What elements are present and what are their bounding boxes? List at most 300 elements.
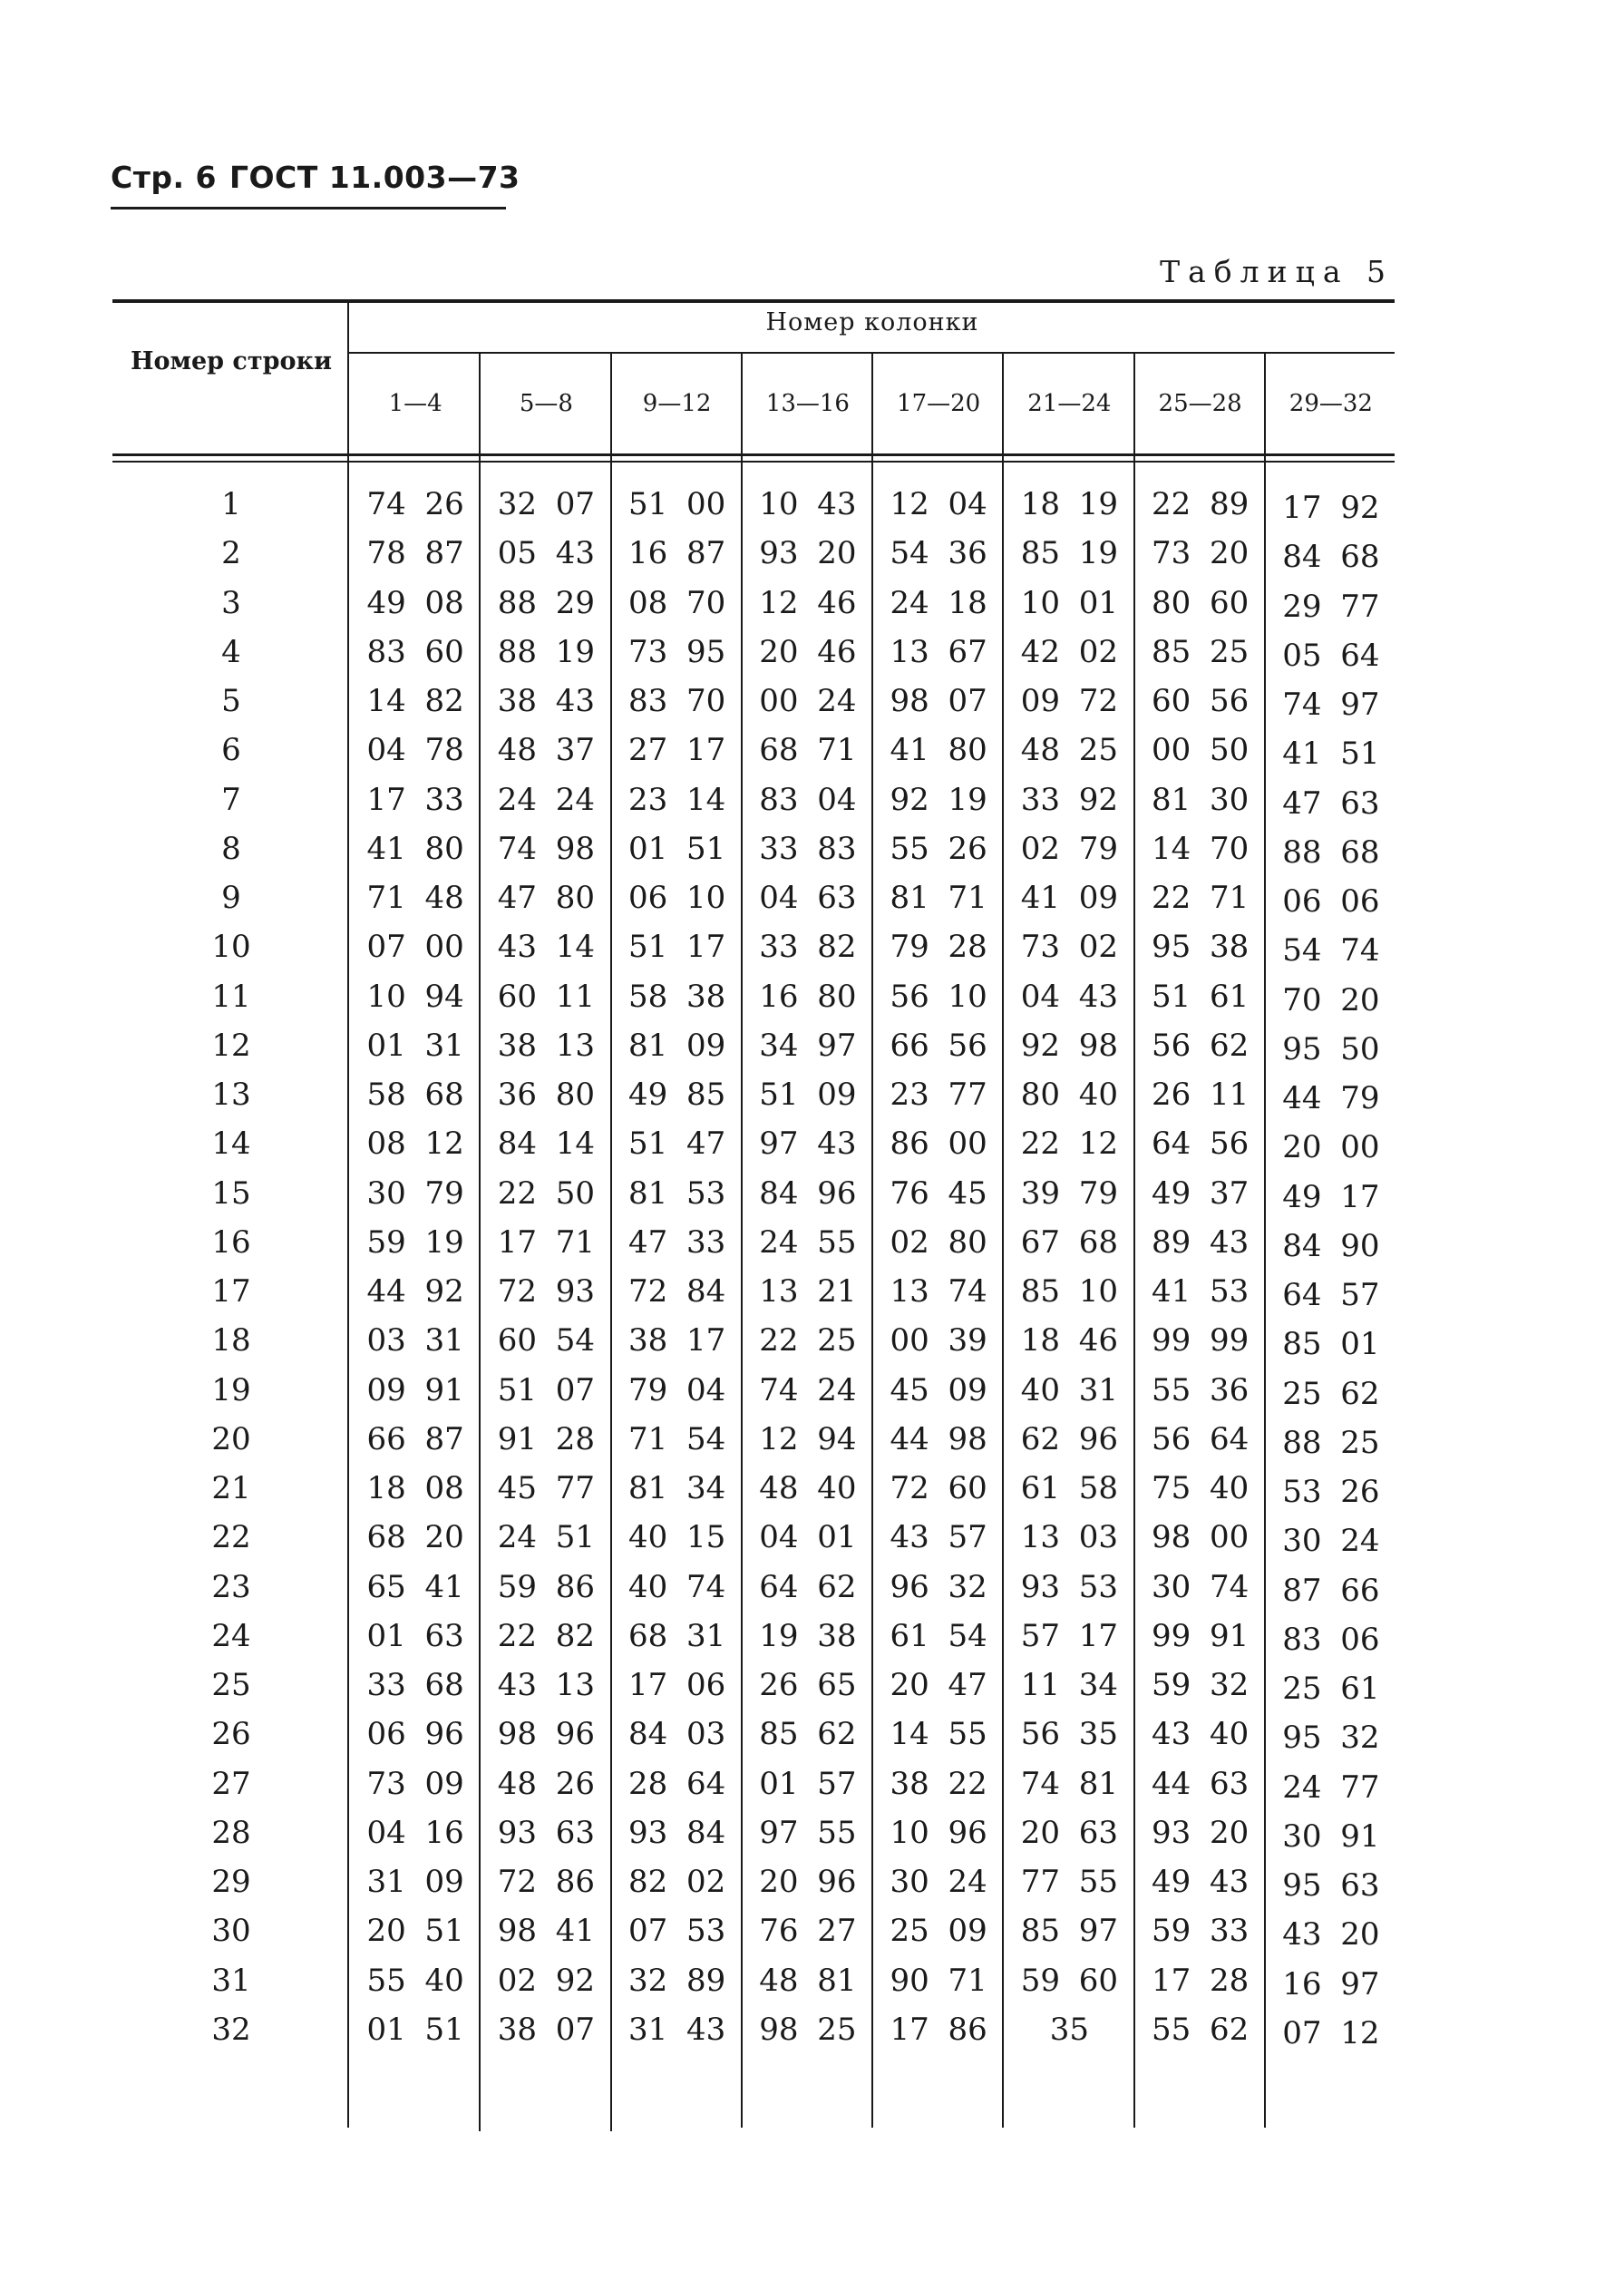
column-header: 9—12 [642, 390, 712, 417]
table-cell: 56 35 [1020, 1716, 1119, 1753]
table-cell: 02 80 [890, 1223, 987, 1261]
table-cell: 76 27 [759, 1913, 857, 1950]
table-cell: 55 62 [1151, 2011, 1250, 2048]
table-cell: 33 68 [366, 1667, 464, 1703]
row-number-header: Номер строки [130, 347, 332, 375]
table-cell: 97 55 [759, 1814, 857, 1851]
table-cell: 59 32 [1151, 1667, 1250, 1703]
table-cell: 24 55 [759, 1223, 857, 1261]
table-cell: 41 51 [1282, 736, 1380, 773]
table-cell: 10 96 [890, 1814, 987, 1851]
table-cell: 06 10 [627, 880, 726, 916]
row-number: 6 [221, 732, 241, 769]
table-cell: 98 96 [497, 1716, 596, 1753]
table-cell: 40 74 [627, 1568, 726, 1605]
table-cell: 03 31 [366, 1322, 464, 1359]
row-number: 30 [211, 1913, 251, 1950]
table-cell: 93 53 [1020, 1568, 1119, 1605]
table-cell: 22 89 [1151, 486, 1250, 522]
table-cell: 82 02 [627, 1864, 726, 1900]
table-cell: 48 26 [497, 1765, 596, 1802]
table-cell: 51 00 [627, 486, 726, 522]
row-number: 24 [211, 1617, 251, 1654]
table-cell: 14 70 [1151, 830, 1250, 867]
table-cell: 78 87 [366, 535, 464, 572]
table-cell: 43 13 [497, 1667, 596, 1703]
table-cell: 17 28 [1151, 1962, 1250, 1999]
row-number: 1 [221, 486, 241, 522]
table-cell: 01 63 [366, 1617, 464, 1654]
row-number: 20 [211, 1420, 251, 1457]
table-cell: 66 87 [366, 1420, 464, 1457]
table-cell: 26 11 [1151, 1077, 1250, 1113]
table-cell: 04 01 [759, 1519, 857, 1556]
table-cell: 49 08 [366, 584, 464, 621]
table-cell: 59 19 [366, 1223, 464, 1261]
table-cell: 33 83 [759, 830, 857, 867]
table-cell: 87 66 [1282, 1572, 1380, 1609]
table-cell: 24 24 [497, 781, 596, 818]
table-cell: 74 97 [1282, 687, 1380, 723]
table-cell: 01 51 [627, 830, 726, 867]
table-cell: 13 03 [1020, 1519, 1119, 1556]
table-cell: 84 68 [1282, 539, 1380, 576]
table-cell: 00 24 [759, 683, 857, 719]
table-cell: 81 34 [627, 1470, 726, 1506]
table-cell: 09 91 [366, 1371, 464, 1408]
table-cell: 60 11 [497, 978, 596, 1015]
table-cell: 57 17 [1020, 1617, 1119, 1654]
table-cell: 43 40 [1151, 1716, 1250, 1753]
table-cell: 16 80 [759, 978, 857, 1015]
table-cell: 96 32 [890, 1568, 987, 1605]
table-cell: 51 07 [497, 1371, 596, 1408]
table-cell: 48 25 [1020, 732, 1119, 769]
table-cell: 83 60 [366, 633, 464, 670]
table-cell: 33 92 [1020, 781, 1119, 818]
row-number: 10 [211, 929, 251, 966]
row-number: 26 [211, 1716, 251, 1753]
table-cell: 55 40 [366, 1962, 464, 1999]
table-cell: 31 43 [627, 2011, 726, 2048]
table-cell: 56 62 [1151, 1027, 1250, 1064]
table-cell: 98 07 [890, 683, 987, 719]
table-cell: 97 43 [759, 1125, 857, 1163]
table-cell: 51 09 [759, 1077, 857, 1113]
row-number: 4 [221, 633, 241, 670]
table-cell: 14 55 [890, 1716, 987, 1753]
table-cell: 99 91 [1151, 1617, 1250, 1654]
row-number: 17 [211, 1273, 251, 1310]
table-cell: 56 10 [890, 978, 987, 1015]
row-number: 5 [221, 683, 241, 719]
table-cell: 47 80 [497, 880, 596, 916]
table-cell: 83 04 [759, 781, 857, 818]
table-cell: 47 33 [627, 1223, 726, 1261]
table-cell: 95 63 [1282, 1867, 1380, 1904]
table-cell: 22 71 [1151, 880, 1250, 916]
table-cell: 17 71 [497, 1223, 596, 1261]
table-cell: 30 74 [1151, 1568, 1250, 1605]
table-cell: 38 07 [497, 2011, 596, 2048]
table-cell: 16 97 [1282, 1965, 1380, 2002]
table-cell: 22 82 [497, 1617, 596, 1654]
table-cell: 62 96 [1020, 1420, 1119, 1457]
table-cell: 47 63 [1282, 784, 1380, 822]
table-cell: 70 20 [1282, 981, 1380, 1018]
table-cell: 26 65 [759, 1667, 857, 1703]
table-cell: 33 82 [759, 929, 857, 966]
table-cell: 88 19 [497, 633, 596, 670]
table-cell: 23 14 [627, 781, 726, 818]
table-cell: 12 94 [759, 1420, 857, 1457]
row-number: 12 [211, 1027, 251, 1064]
table-cell: 83 70 [627, 683, 726, 719]
table-cell: 22 25 [759, 1322, 857, 1359]
row-number: 2 [221, 535, 241, 572]
table-cell: 20 46 [759, 633, 857, 670]
table-cell: 85 25 [1151, 633, 1250, 670]
table-cell: 68 71 [759, 732, 857, 769]
table-cell: 38 22 [890, 1765, 987, 1802]
table-cell: 01 51 [366, 2011, 464, 2048]
row-number: 28 [211, 1814, 251, 1851]
table-cell: 20 47 [890, 1667, 987, 1703]
column-header: 13—16 [765, 390, 850, 417]
table-cell: 41 80 [890, 732, 987, 769]
table-cell: 73 02 [1020, 929, 1119, 966]
table-cell: 10 43 [759, 486, 857, 522]
table-cell: 95 32 [1282, 1720, 1380, 1757]
row-number: 7 [221, 781, 241, 818]
table-cell: 56 64 [1151, 1420, 1250, 1457]
table-cell: 49 37 [1151, 1174, 1250, 1212]
table-cell: 25 61 [1282, 1671, 1380, 1707]
table-cell: 54 36 [890, 535, 987, 572]
table-cell: 02 92 [497, 1962, 596, 1999]
table-cell: 55 26 [890, 830, 987, 867]
row-number: 27 [211, 1765, 251, 1802]
table-cell: 32 07 [497, 486, 596, 522]
table-cell: 06 96 [366, 1716, 464, 1753]
table-cell: 10 94 [366, 978, 464, 1015]
table-cell: 98 25 [759, 2011, 857, 2048]
table-cell: 53 26 [1282, 1474, 1380, 1510]
table-cell: 55 36 [1151, 1371, 1250, 1408]
table-cell: 36 80 [497, 1077, 596, 1113]
table-cell: 60 54 [497, 1322, 596, 1359]
column-header: 1—4 [388, 390, 442, 417]
table-cell: 71 48 [366, 880, 464, 916]
table-cell: 54 74 [1282, 932, 1380, 969]
table-cell: 01 31 [366, 1027, 464, 1064]
column-header: 5—8 [519, 390, 573, 417]
table-cell: 84 96 [759, 1174, 857, 1212]
table-cell: 11 34 [1020, 1667, 1119, 1703]
table-cell: 84 03 [627, 1716, 726, 1753]
table-cell: 58 68 [366, 1077, 464, 1113]
row-number: 9 [221, 880, 241, 916]
table-cell: 91 28 [497, 1420, 596, 1457]
table-cell: 40 15 [627, 1519, 726, 1556]
table-cell: 49 43 [1151, 1864, 1250, 1900]
row-number: 14 [211, 1125, 251, 1163]
row-number: 18 [211, 1322, 251, 1359]
table-cell: 20 00 [1282, 1129, 1380, 1166]
table-cell: 05 64 [1282, 637, 1380, 674]
table-cell: 09 72 [1020, 683, 1119, 719]
table-cell: 86 00 [890, 1125, 987, 1163]
table-cell: 93 20 [759, 535, 857, 572]
table-cell: 17 06 [627, 1667, 726, 1703]
table-cell: 85 10 [1020, 1273, 1119, 1310]
row-number: 32 [211, 2011, 251, 2048]
table-cell: 44 79 [1282, 1080, 1380, 1116]
table-cell: 43 14 [497, 929, 596, 966]
table-cell: 80 60 [1151, 584, 1250, 621]
table-cell: 67 68 [1020, 1223, 1119, 1261]
table-cell: 13 67 [890, 633, 987, 670]
row-number: 3 [221, 584, 241, 621]
table-cell: 92 98 [1020, 1027, 1119, 1064]
table-cell: 80 40 [1020, 1077, 1119, 1113]
row-number: 21 [211, 1470, 251, 1506]
column-group-header: Номер колонки [765, 308, 979, 336]
table-cell: 07 12 [1282, 2014, 1380, 2051]
table-cell: 30 24 [890, 1864, 987, 1900]
table-cell: 59 60 [1020, 1962, 1119, 1999]
table-cell: 43 20 [1282, 1916, 1380, 1954]
table-cell: 99 99 [1151, 1322, 1250, 1359]
table-cell: 19 38 [759, 1617, 857, 1654]
table-cell: 77 55 [1020, 1864, 1119, 1900]
table-cell: 93 84 [627, 1814, 726, 1851]
table-caption: Таблица 5 [1160, 254, 1394, 289]
table-cell: 20 96 [759, 1864, 857, 1900]
row-number: 23 [211, 1568, 251, 1605]
table-cell: 66 56 [890, 1027, 987, 1064]
table-cell: 61 54 [890, 1617, 987, 1654]
table-cell: 72 93 [497, 1273, 596, 1310]
table-cell: 13 21 [759, 1273, 857, 1310]
table-cell: 44 63 [1151, 1765, 1250, 1802]
table-cell: 43 57 [890, 1519, 987, 1556]
row-number: 29 [211, 1864, 251, 1900]
table-cell: 39 79 [1020, 1174, 1119, 1212]
table-cell: 73 09 [366, 1765, 464, 1802]
table-cell: 81 71 [890, 880, 987, 916]
table-cell: 95 50 [1282, 1030, 1380, 1067]
table-cell: 25 62 [1282, 1375, 1380, 1412]
table-cell: 12 46 [759, 584, 857, 621]
column-header: 29—32 [1289, 390, 1373, 417]
table-cell: 83 06 [1282, 1621, 1380, 1658]
row-number: 25 [211, 1667, 251, 1703]
table-cell: 29 77 [1282, 588, 1380, 625]
table-cell: 88 29 [497, 584, 596, 621]
table-cell: 72 60 [890, 1470, 987, 1506]
header-bottom-rule [112, 453, 1395, 456]
row-number: 31 [211, 1962, 251, 1999]
table-cell: 38 43 [497, 683, 596, 719]
table-cell: 30 91 [1282, 1817, 1380, 1855]
table-cell: 18 46 [1020, 1322, 1119, 1359]
table-cell: 48 37 [497, 732, 596, 769]
table-cell: 08 70 [627, 584, 726, 621]
table-top-rule [112, 299, 1395, 303]
table-cell: 85 62 [759, 1716, 857, 1753]
table-cell: 08 12 [366, 1125, 464, 1163]
table-cell: 60 56 [1151, 683, 1250, 719]
table-cell: 04 78 [366, 732, 464, 769]
table-cell: 74 81 [1020, 1765, 1119, 1802]
table-cell: 88 25 [1282, 1424, 1380, 1461]
page-header [111, 160, 520, 195]
table-cell: 10 01 [1020, 584, 1119, 621]
table-cell: 01 57 [759, 1765, 857, 1802]
table-cell: 45 09 [890, 1371, 987, 1408]
table-cell: 20 63 [1020, 1814, 1119, 1851]
header-rule [111, 207, 506, 209]
row-number: 22 [211, 1519, 251, 1556]
table-cell: 24 18 [890, 584, 987, 621]
table-cell: 76 45 [890, 1174, 987, 1212]
table-cell: 81 53 [627, 1174, 726, 1212]
table-cell: 58 38 [627, 978, 726, 1015]
table-cell: 41 80 [366, 830, 464, 867]
table-cell: 89 43 [1151, 1223, 1250, 1261]
table-cell: 31 09 [366, 1864, 464, 1900]
table-cell: 00 39 [890, 1322, 987, 1359]
table-cell: 71 54 [627, 1420, 726, 1457]
table-cell: 24 51 [497, 1519, 596, 1556]
table-cell: 84 14 [497, 1125, 596, 1163]
table-cell: 30 79 [366, 1174, 464, 1212]
table-cell: 59 33 [1151, 1913, 1250, 1950]
table-cell: 92 19 [890, 781, 987, 818]
header-bottom-rule-inner [112, 461, 1395, 463]
table-cell: 95 38 [1151, 929, 1250, 966]
table-cell: 51 47 [627, 1125, 726, 1163]
table-cell: 48 40 [759, 1470, 857, 1506]
row-number: 16 [211, 1223, 251, 1261]
table-cell: 81 30 [1151, 781, 1250, 818]
table-cell: 12 04 [890, 486, 987, 522]
row-header-divider [347, 303, 349, 2128]
row-number: 15 [211, 1174, 251, 1212]
table-cell: 61 58 [1020, 1470, 1119, 1506]
column-header: 21—24 [1027, 390, 1112, 417]
table-cell: 85 97 [1020, 1913, 1119, 1950]
table-cell: 51 17 [627, 929, 726, 966]
table-cell: 72 86 [497, 1864, 596, 1900]
table-cell: 30 24 [1282, 1523, 1380, 1560]
table-cell: 42 02 [1020, 633, 1119, 670]
table-cell: 93 63 [497, 1814, 596, 1851]
table-cell: 07 00 [366, 929, 464, 966]
table-cell: 32 89 [627, 1962, 726, 1999]
table-cell: 85 19 [1020, 535, 1119, 572]
table-cell: 25 09 [890, 1913, 987, 1950]
table-cell: 20 51 [366, 1913, 464, 1950]
table-cell: 68 31 [627, 1617, 726, 1654]
table-cell: 75 40 [1151, 1470, 1250, 1506]
table-cell: 04 16 [366, 1814, 464, 1851]
row-number: 8 [221, 830, 241, 867]
table-cell: 02 79 [1020, 830, 1119, 867]
table-cell: 28 64 [627, 1765, 726, 1802]
table-cell: 48 81 [759, 1962, 857, 1999]
table-cell: 34 97 [759, 1027, 857, 1064]
table-cell: 79 28 [890, 929, 987, 966]
table-cell: 98 41 [497, 1913, 596, 1950]
table-cell: 90 71 [890, 1962, 987, 1999]
table-cell: 04 43 [1020, 978, 1119, 1015]
table-cell: 04 63 [759, 880, 857, 916]
table-cell: 59 86 [497, 1568, 596, 1605]
table-cell: 35 [1049, 2011, 1089, 2048]
table-cell: 16 87 [627, 535, 726, 572]
table-cell: 06 06 [1282, 883, 1380, 920]
row-number: 19 [211, 1371, 251, 1408]
table-cell: 40 31 [1020, 1371, 1119, 1408]
table-cell: 05 43 [497, 535, 596, 572]
table-cell: 73 20 [1151, 535, 1250, 572]
table-cell: 17 92 [1282, 490, 1380, 526]
table-cell: 85 01 [1282, 1326, 1380, 1363]
table-cell: 41 53 [1151, 1273, 1250, 1310]
table-cell: 22 12 [1020, 1125, 1119, 1163]
row-number: 13 [211, 1077, 251, 1113]
table-cell: 84 90 [1282, 1227, 1380, 1264]
table-cell: 17 86 [890, 2011, 987, 2048]
table-cell: 98 00 [1151, 1519, 1250, 1556]
table-cell: 74 24 [759, 1371, 857, 1408]
table-cell: 64 56 [1151, 1125, 1250, 1163]
table-cell: 38 17 [627, 1322, 726, 1359]
table-cell: 93 20 [1151, 1814, 1250, 1851]
table-cell: 74 26 [366, 486, 464, 522]
table-cell: 27 17 [627, 732, 726, 769]
table-cell: 49 17 [1282, 1178, 1380, 1215]
table-cell: 14 82 [366, 683, 464, 719]
table-cell: 88 68 [1282, 833, 1380, 871]
page-label: Стр. 6 [111, 160, 217, 195]
column-header: 25—28 [1158, 390, 1242, 417]
table-cell: 18 19 [1020, 486, 1119, 522]
table-cell: 18 08 [366, 1470, 464, 1506]
table-cell: 79 04 [627, 1371, 726, 1408]
table-cell: 38 13 [497, 1027, 596, 1064]
table-cell: 41 09 [1020, 880, 1119, 916]
table-cell: 13 74 [890, 1273, 987, 1310]
column-header: 17—20 [897, 390, 981, 417]
table-cell: 68 20 [366, 1519, 464, 1556]
table-cell: 51 61 [1151, 978, 1250, 1015]
table-cell: 44 92 [366, 1273, 464, 1310]
table-cell: 64 62 [759, 1568, 857, 1605]
table-cell: 81 09 [627, 1027, 726, 1064]
table-cell: 24 77 [1282, 1768, 1380, 1806]
table-cell: 23 77 [890, 1077, 987, 1113]
table-cell: 00 50 [1151, 732, 1250, 769]
table-cell: 07 53 [627, 1913, 726, 1950]
table-cell: 44 98 [890, 1420, 987, 1457]
table-cell: 72 84 [627, 1273, 726, 1310]
table-cell: 74 98 [497, 830, 596, 867]
doc-code: ГОСТ 11.003—73 [229, 160, 520, 195]
table-cell: 64 57 [1282, 1277, 1380, 1313]
